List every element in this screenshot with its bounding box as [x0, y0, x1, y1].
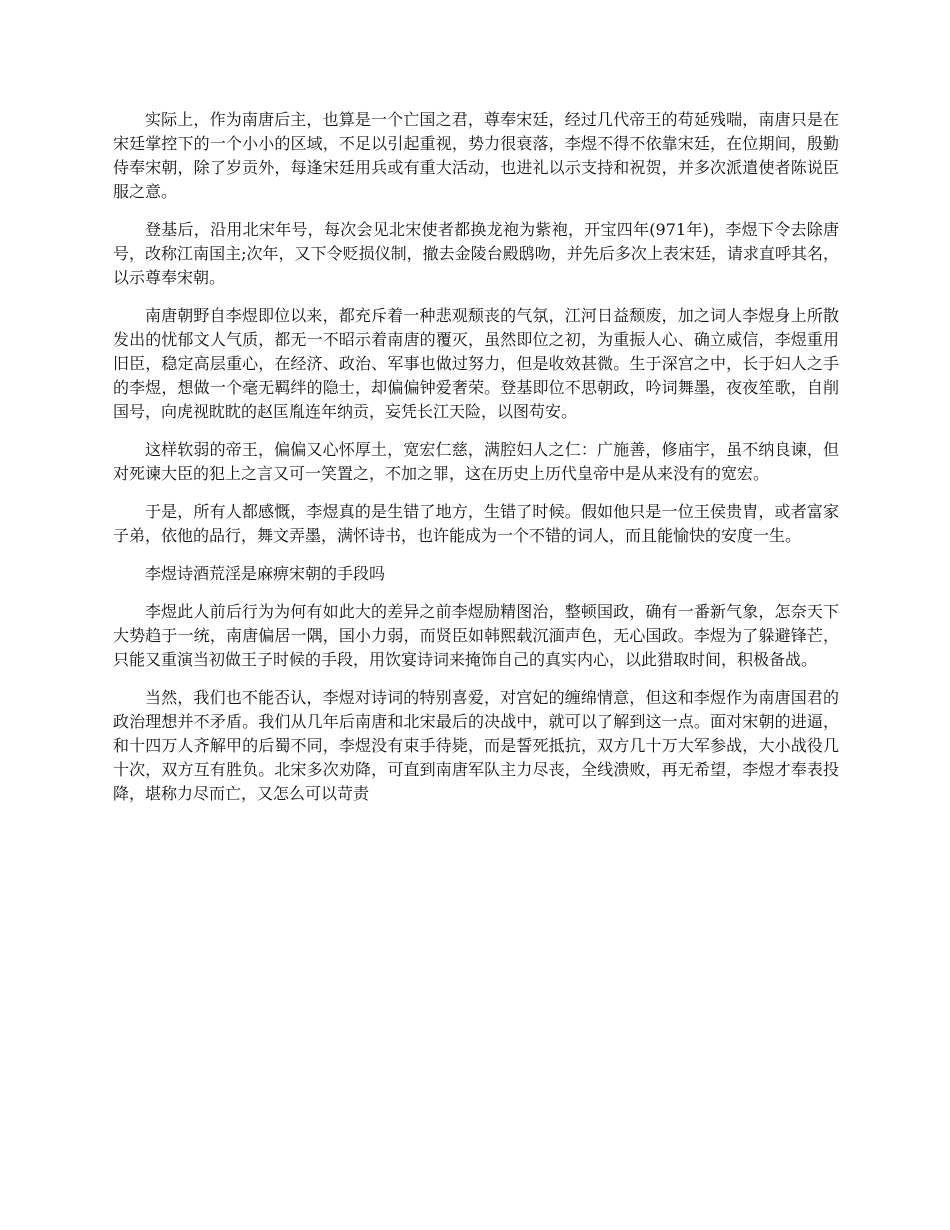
paragraph: 实际上，作为南唐后主，也算是一个亡国之君，尊奉宋廷，经过几代帝王的苟延残喘，南唐只是在宋廷掌控下的一个小小的区域，不足以引起重视，势力很衰落，李煜不得不依靠宋廷，在位期间，殷勤侍奉宋朝，除了岁贡外，每逢宋廷用兵或有重大活动，也进礼以示支持和祝贺，并多次派遣使者陈说臣服之意。 — [113, 110, 839, 201]
paragraph: 李煜此人前后行为为何有如此大的差异之前李煜励精图治，整顿国政，确有一番新气象，怎奈天下大势趋于一统，南唐偏居一隅，国小力弱，而贤臣如韩熙载沉湎声色，无心国政。李煜为了躲避锋芒，只能又重演当初做王子时候的手段，用饮宴诗词来掩饰自己的真实内心，以此猎取时间，积极备战。 — [113, 602, 839, 669]
section-heading: 李煜诗酒荒淫是麻痹宋朝的手段吗 — [145, 564, 386, 583]
paragraph: 这样软弱的帝王，偏偏又心怀厚土，宽宏仁慈，满腔妇人之仁：广施善，修庙宇，虽不纳良谏，但对死谏大臣的犯上之言又可一笑置之，不加之罪，这在历史上历代皇帝中是从来没有的宽宏。 — [113, 440, 839, 483]
paragraph: 于是，所有人都感慨，李煜真的是生错了地方，生错了时候。假如他只是一位王侯贵胄，或者富家子弟，依他的品行，舞文弄墨，满怀诗书，也许能成为一个不错的词人，而且能愉快的安度一生。 — [113, 502, 839, 545]
document-body — [113, 108, 839, 820]
paragraph: 南唐朝野自李煜即位以来，都充斥着一种悲观颓丧的气氛，江河日益颓废，加之词人李煜身上所散发出的忧郁文人气质，都无一不昭示着南唐的覆灭，虽然即位之初，为重振人心、确立威信，李煜重用旧臣，稳定高层重心，在经济、政治、军事也做过努力，但是收效甚微。生于深宫之中，长于妇人之手的李煜，想做一个毫无羁绊的隐士，却偏偏钟爱奢荣。登基即位不思朝政，吟词舞墨，夜夜笙歌，自削国号，向虎视眈眈的赵匡胤连年纳贡，妄凭长江天险，以图苟安。 — [113, 306, 839, 421]
paragraph: 当然，我们也不能否认，李煜对诗词的特别喜爱，对宫妃的缠绵情意，但这和李煜作为南唐国君的政治理想并不矛盾。我们从几年后南唐和北宋最后的决战中，就可以了解到这一点。面对宋朝的进逼，和十四万人齐解甲的后蜀不同，李煜没有束手待毙，而是誓死抵抗，双方几十万大军参战，大小战役几十次，双方互有胜负。北宋多次劝降，可直到南唐军队主力尽丧，全线溃败，再无希望，李煜才奉表投降，堪称力尽而亡，又怎么可以苛责 — [113, 688, 839, 803]
paragraph: 登基后，沿用北宋年号，每次会见北宋使者都换龙袍为紫袍，开宝四年(971年)，李煜下令去除唐号，改称江南国主;次年，又下令贬损仪制，撤去金陵台殿鸱吻，并先后多次上表宋廷，请求直呼其名，以示尊奉宋朝。 — [113, 220, 839, 287]
